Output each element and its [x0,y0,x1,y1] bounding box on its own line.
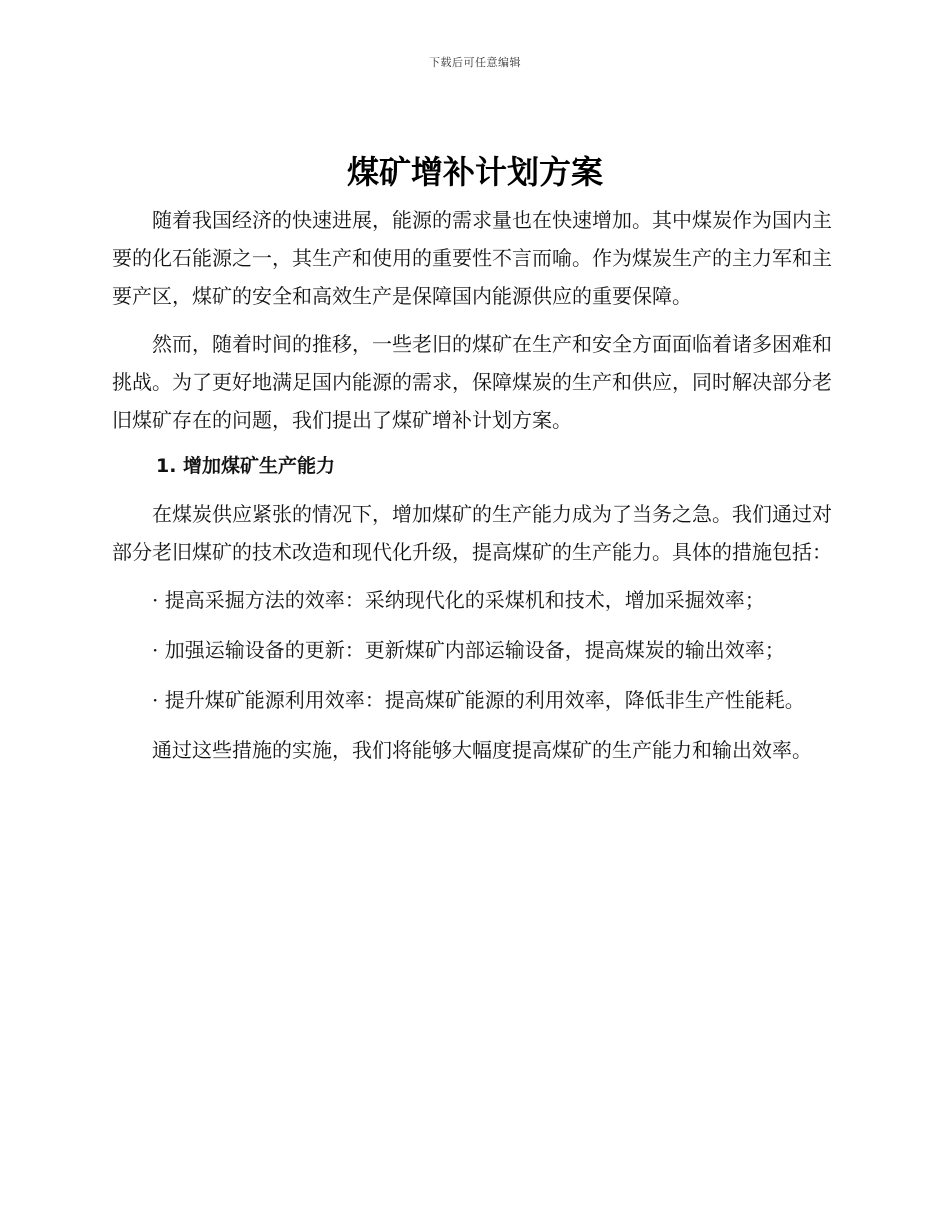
document-body [112,201,832,779]
intro-paragraph-1: 随着我国经济的快速进展，能源的需求量也在快速增加。其中煤炭作为国内主要的化石能源之一，其生产和使用的重要性不言而喻。作为煤炭生产的主力军和主要产区，煤矿的安全和高效生产是保障国内能源供应的重要保障。 [112,208,832,308]
bullet-item-3: · 提升煤矿能源利用效率：提高煤矿能源的利用效率，降低非生产性能耗。 [152,688,805,712]
bullet-item-1: · 提高采掘方法的效率：采纳现代化的采煤机和技术，增加采掘效率； [152,588,765,612]
intro-paragraph-2: 然而，随着时间的推移，一些老旧的煤矿在生产和安全方面面临着诸多困难和挑战。为了更好地满足国内能源的需求，保障煤炭的生产和供应，同时解决部分老旧煤矿存在的问题，我们提出了煤矿增补计划方案。 [112,332,832,432]
bullet-item-2: · 加强运输设备的更新：更新煤矿内部运输设备，提高煤炭的输出效率； [152,638,785,662]
section-heading-1: 1. 增加煤矿生产能力 [156,455,336,477]
section-1-lead-paragraph: 在煤炭供应紧张的情况下，增加煤矿的生产能力成为了当务之急。我们通过对部分老旧煤矿的技术改造和现代化升级，提高煤矿的生产能力。具体的措施包括： [112,502,832,564]
document-title: 煤矿增补计划方案 [346,153,603,191]
section-1-conclusion-paragraph: 通过这些措施的实施，我们将能够大幅度提高煤矿的生产能力和输出效率。 [152,738,812,762]
header-note: 下载后可任意编辑 [429,56,521,69]
